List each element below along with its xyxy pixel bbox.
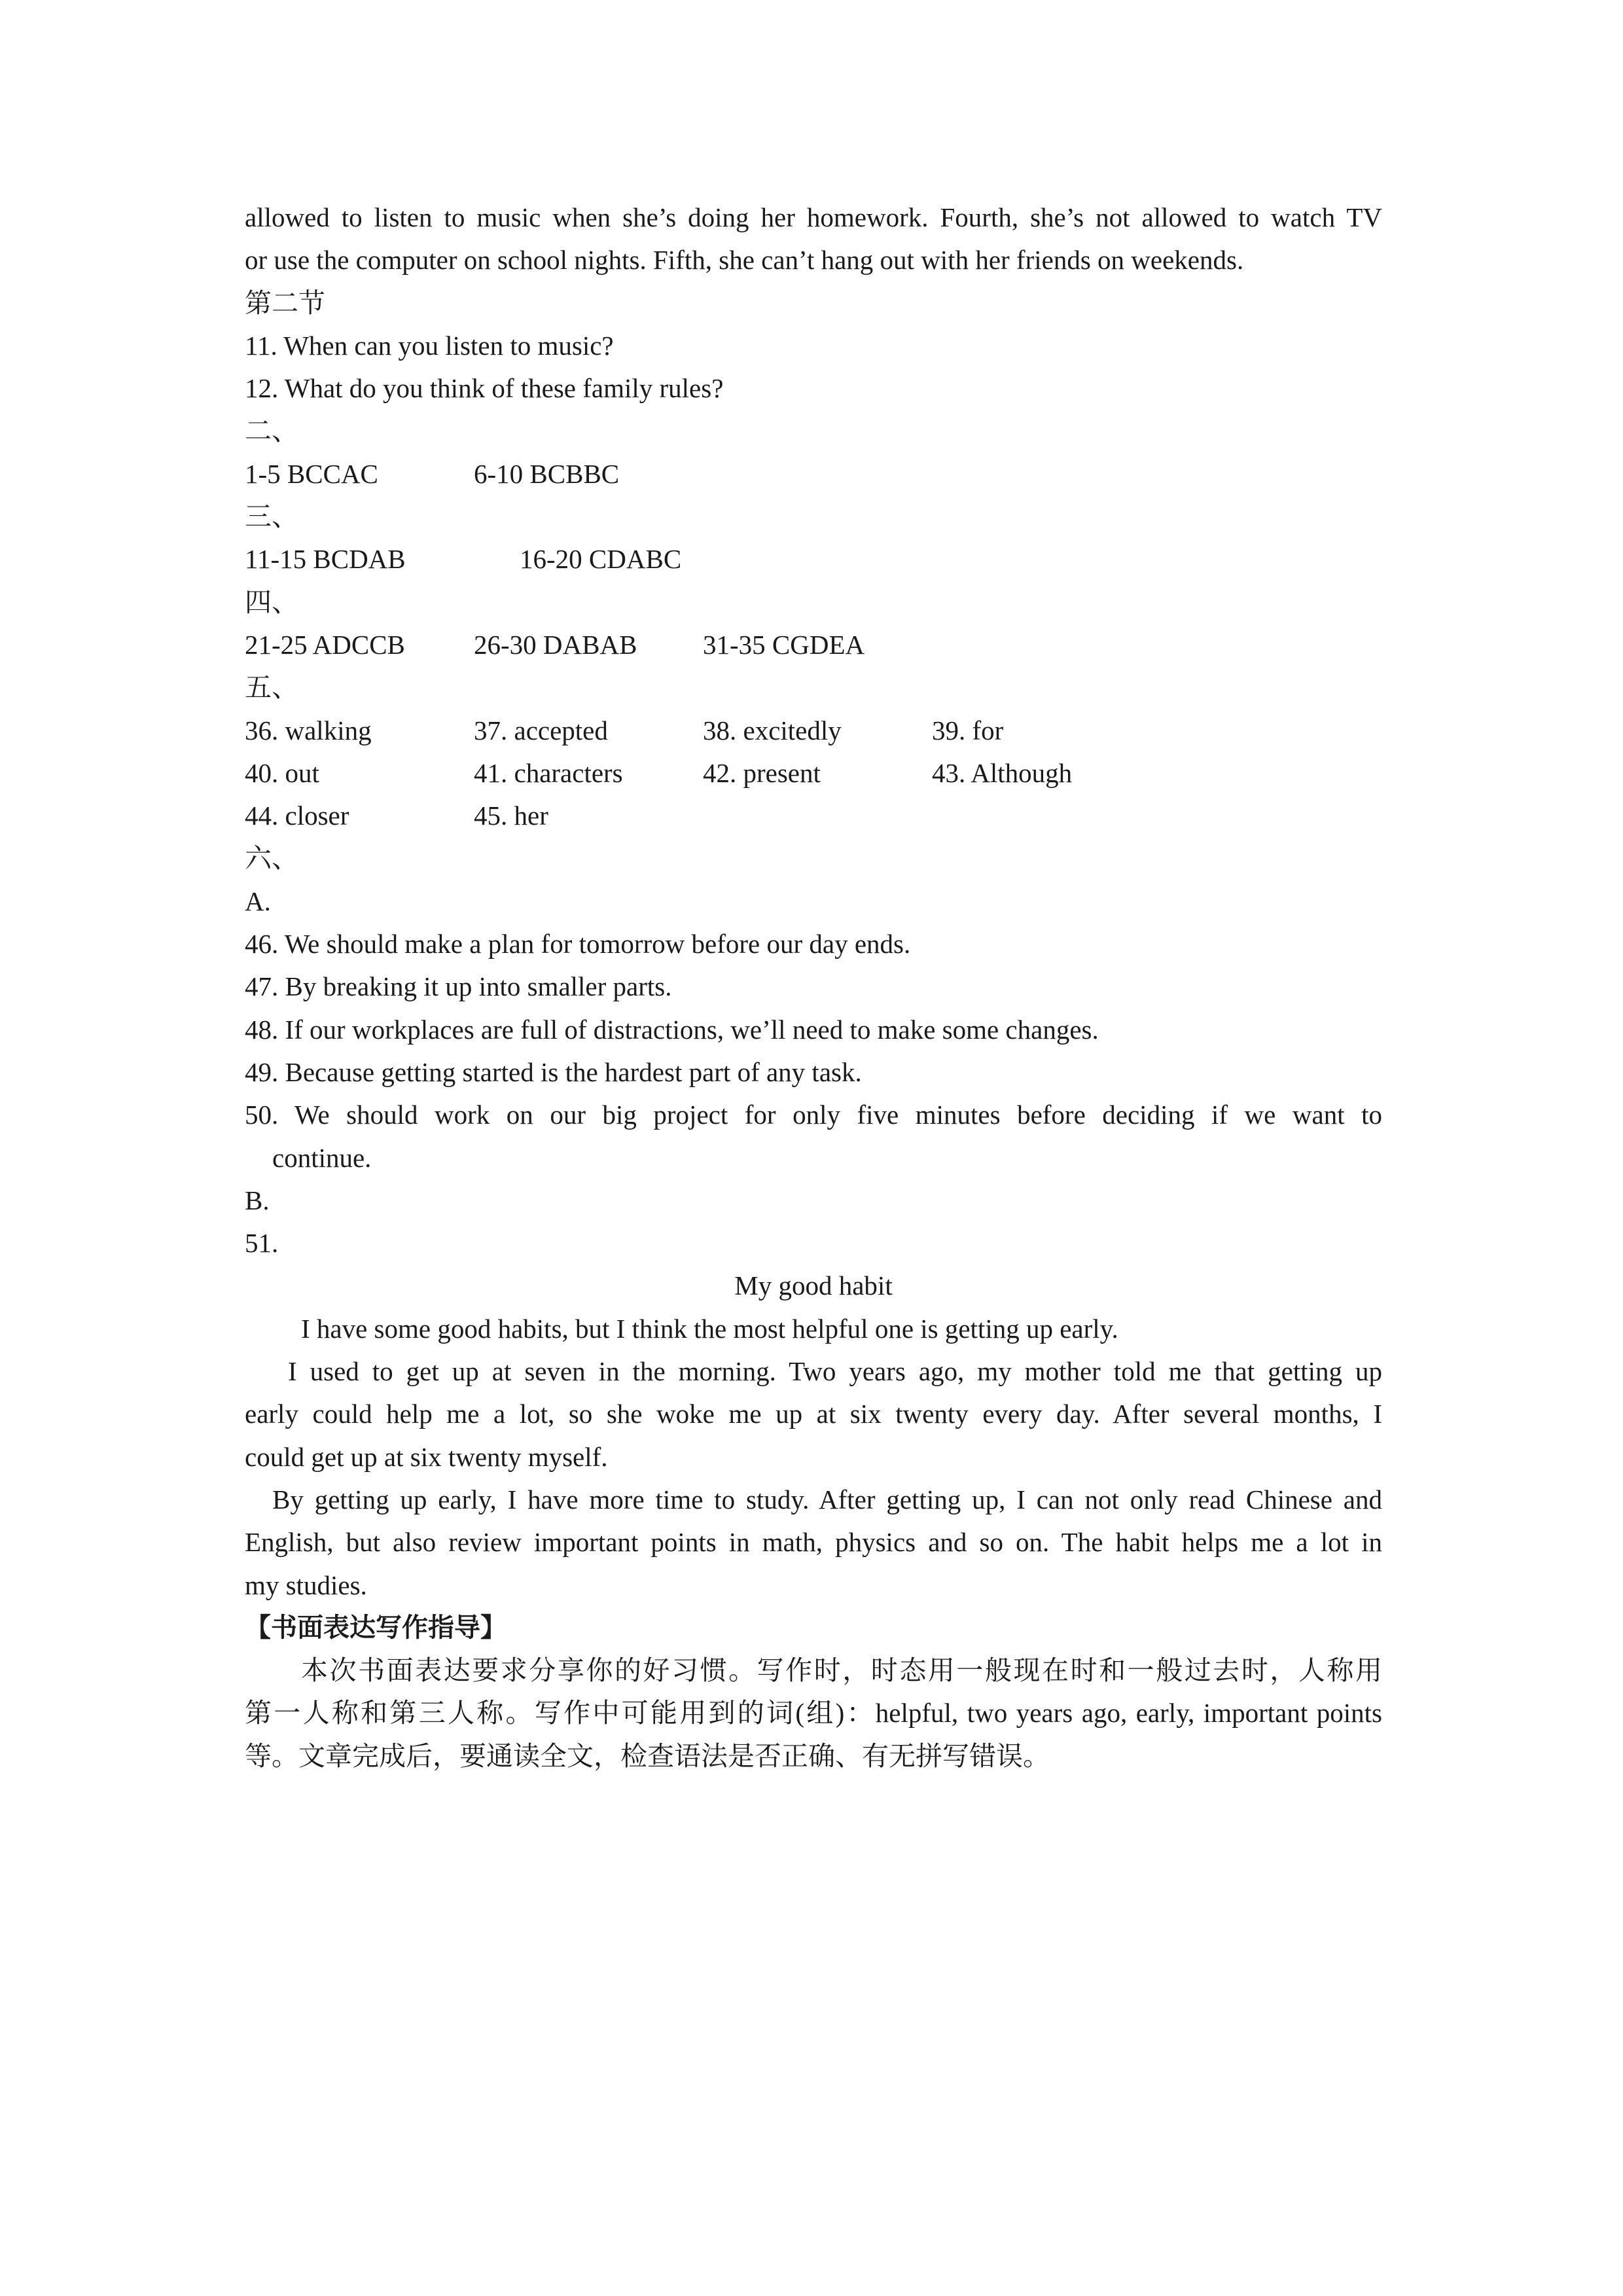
writing-guide-line-1: 本次书面表达要求分享你的好习惯。写作时，时态用一般现在时和一般过去时，人称用 <box>301 1655 1382 1686</box>
answer-group: 1-5 BCCAC <box>245 458 378 489</box>
section-2-heading: 二、 <box>245 416 298 446</box>
essay-paragraph-3-line-2: English, but also review important points in math, physics and so on. The habit helps me a lot in <box>245 1527 1382 1558</box>
answer-50-line-2: continue. <box>272 1142 372 1173</box>
essay-title: My good habit <box>734 1270 893 1301</box>
answer-46: 46. We should make a plan for tomorrow before our day ends. <box>245 929 911 960</box>
answers-row-36-39 <box>245 709 1382 752</box>
answer-key-page <box>245 196 1382 1778</box>
answer-item: 43. Although <box>932 757 1073 788</box>
section-4-heading: 四、 <box>245 586 298 617</box>
answer-item: 44. closer <box>245 800 349 831</box>
essay-paragraph-3-line-1: By getting up early, I have more time to study. After getting up, I can not only read Chinese and <box>272 1484 1382 1515</box>
answer-group: 21-25 ADCCB <box>245 629 405 660</box>
writing-guide-line-2: 第一人称和第三人称。写作中可能用到的词(组)：helpful, two years ago, early, important points <box>245 1698 1382 1729</box>
essay-paragraph-1: I have some good habits, but I think the most helpful one is getting up early. <box>301 1313 1118 1344</box>
section-6-heading: 六、 <box>245 843 298 874</box>
answer-50-line-1: 50. We should work on our big project for only five minutes before deciding if we want to <box>245 1100 1382 1130</box>
answer-item: 39. for <box>932 715 1004 745</box>
listening-text-line-2: or use the computer on school nights. Fifth, she can’t hang out with her friends on weekends. <box>245 245 1244 276</box>
answer-item: 37. accepted <box>474 715 608 745</box>
answer-item: 45. her <box>474 800 548 831</box>
answer-group: 11-15 BCDAB <box>245 544 406 575</box>
answers-row-44-45 <box>245 795 1382 837</box>
answer-group: 6-10 BCBBC <box>474 458 620 489</box>
essay-paragraph-2-line-2: early could help me a lot, so she woke me up at six twenty every day. After several months, I <box>245 1399 1382 1429</box>
section-5-heading: 五、 <box>245 672 298 703</box>
answer-item: 38. excitedly <box>703 715 842 745</box>
answers-row-40-43 <box>245 752 1382 795</box>
answer-48: 48. If our workplaces are full of distractions, we’ll need to make some changes. <box>245 1014 1099 1045</box>
answer-item: 41. characters <box>474 757 623 788</box>
section-3-heading: 三、 <box>245 501 298 532</box>
question-12: 12. What do you think of these family rules? <box>245 373 724 404</box>
answers-row-section-4 <box>245 624 1382 666</box>
answer-item: 42. present <box>703 757 821 788</box>
answer-group: 16-20 CDABC <box>520 544 682 575</box>
answer-item: 36. walking <box>245 715 372 745</box>
answer-item: 40. out <box>245 757 319 788</box>
answer-49: 49. Because getting started is the hardest part of any task. <box>245 1056 862 1087</box>
essay-paragraph-2-line-1: I used to get up at seven in the morning. Two years ago, my mother told me that getting up <box>288 1356 1382 1387</box>
essay-paragraph-3-line-3: my studies. <box>245 1570 367 1600</box>
part-a-label: A. <box>245 886 271 916</box>
writing-guide-heading: 【书面表达写作指导】 <box>245 1612 507 1643</box>
part-b-label: B. <box>245 1185 270 1215</box>
writing-guide-line-3: 等。文章完成后，要通读全文，检查语法是否正确、有无拼写错误。 <box>245 1740 1050 1771</box>
answer-47: 47. By breaking it up into smaller parts. <box>245 971 672 1002</box>
answer-51-label: 51. <box>245 1228 279 1259</box>
answers-row-section-3 <box>245 538 1382 581</box>
answer-group: 26-30 DABAB <box>474 629 637 660</box>
answer-group: 31-35 CGDEA <box>703 629 865 660</box>
question-11: 11. When can you listen to music? <box>245 330 614 361</box>
section-part-two: 第二节 <box>245 287 325 318</box>
essay-paragraph-2-line-3: could get up at six twenty myself. <box>245 1441 608 1472</box>
listening-text-line-1: allowed to listen to music when she’s doing her homework. Fourth, she’s not allowed to watch TV <box>245 202 1382 232</box>
answers-row-section-2 <box>245 453 1382 495</box>
